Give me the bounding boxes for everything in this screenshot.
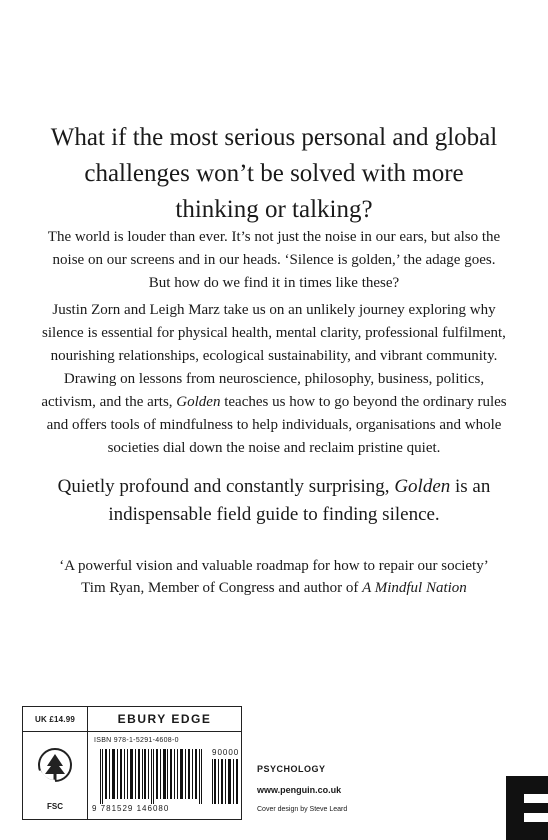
imprint-e-logo-icon xyxy=(506,776,548,840)
barcode-box xyxy=(22,731,242,820)
price-box xyxy=(22,706,242,732)
headline: What if the most serious personal and global challenges won’t be solved with more thinking or talking? xyxy=(50,124,498,223)
blurb-paragraph-2-text-end: teaches us how to go beyond the ordinary rules and offers tools of mindfulness to help individuals, organisations and whole societies dial down the noise and reclaim pristine quiet. xyxy=(46,394,507,456)
book-title: Golden xyxy=(176,394,221,410)
endorsement-quote xyxy=(40,555,508,599)
barcode-area xyxy=(88,731,241,819)
price-label: UK £14.99 xyxy=(23,707,88,731)
emphasis-text-end: is an indispensable field guide to finding silence. xyxy=(108,476,491,525)
blurb-paragraph-2 xyxy=(40,299,508,460)
book-title-emphasis: Golden xyxy=(394,476,451,497)
cover-credit: Cover design by Steve Leard xyxy=(257,806,348,813)
isbn-text: ISBN 978-1-5291-4608-0 xyxy=(94,737,179,744)
blurb-paragraph-2-text: Justin Zorn and Leigh Marz take us on an unlikely journey exploring why silence is essential for physical health, mental clarity, professional fulfilment, nourishing relationships, ecological sustainability, and vibrant community. Drawing on lessons from neuroscience, philosophy, business, politics, activism, and the arts, xyxy=(41,302,506,410)
attribution-text: Tim Ryan, Member of Congress and author of xyxy=(81,580,363,596)
fsc-label: FSC xyxy=(47,802,63,811)
publisher-website[interactable]: www.penguin.co.uk xyxy=(257,785,342,795)
attribution-book: A Mindful Nation xyxy=(362,580,467,596)
isbn-barcode xyxy=(94,749,242,804)
category-label: PSYCHOLOGY xyxy=(257,764,326,774)
fsc-panel xyxy=(23,731,88,819)
fsc-tree-icon xyxy=(23,737,87,801)
emphasis-text: Quietly profound and constantly surprising, xyxy=(57,476,395,497)
isbn-digits: 9 781529 146080 xyxy=(92,804,170,813)
addon-digits: 90000 xyxy=(212,748,240,757)
blurb-paragraph-1: The world is louder than ever. It’s not just the noise in our ears, but also the noise on our screens and in our heads. ‘Silence is golden,’ the adage goes. But how do we find it in times like these? xyxy=(47,229,501,291)
quote-attribution xyxy=(40,577,508,599)
quote-text: ‘A powerful vision and valuable roadmap for how to repair our society’ xyxy=(59,558,489,574)
imprint-logo: EBURY EDGE xyxy=(117,712,212,726)
emphasis-paragraph xyxy=(40,473,508,529)
